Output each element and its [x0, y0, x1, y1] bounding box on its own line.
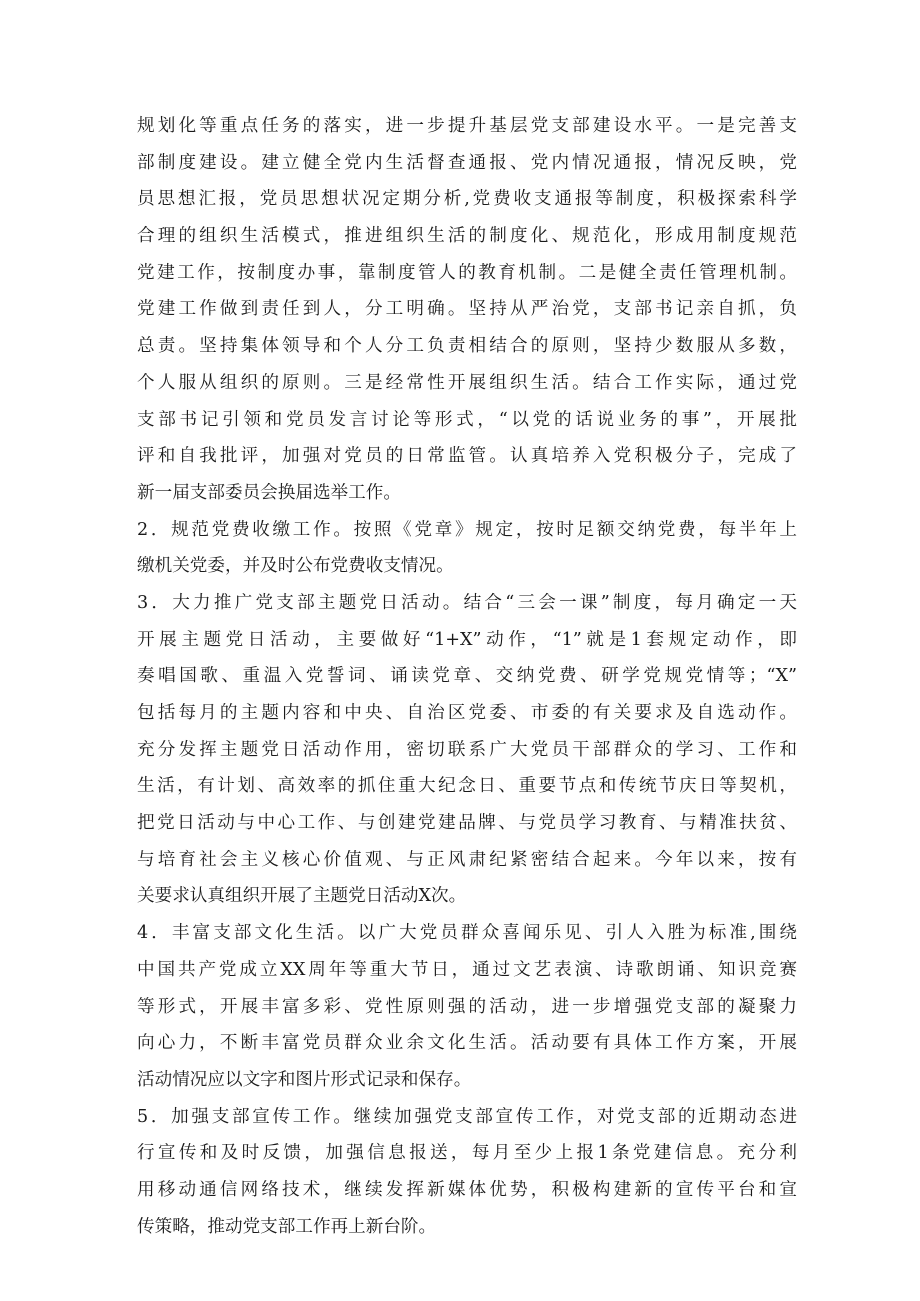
paragraph-end-line: 缴机关党委，并及时公布党费收支情况。: [137, 556, 454, 577]
list-item-3-heading: 3．大力推广党支部主题党日活动。结合“三会一课”制度，每月确定一天: [137, 592, 797, 613]
paragraph-end-line: 新一届支部委员会换届选举工作。: [137, 482, 401, 503]
text-line: 与培育社会主义核心价值观、与正风肃纪紧密结合起来。今年以来，按有: [137, 849, 797, 870]
text-line: 党建工作做到责任到人，分工明确。坚持从严治党，支部书记亲自抓，负: [137, 299, 797, 320]
text-line: 行宣传和及时反馈，加强信息报送，每月至少上报1条党建信息。充分利: [137, 1143, 797, 1164]
text-line: 中国共产党成立XX周年等重大节日，通过文艺表演、诗歌朗诵、知识竞赛: [137, 959, 797, 980]
text-line: 等形式，开展丰富多彩、党性原则强的活动，进一步增强党支部的凝聚力: [137, 996, 797, 1017]
text-line: 用移动通信网络技术，继续发挥新媒体优势，积极构建新的宣传平台和宣: [137, 1179, 797, 1200]
list-item-2-heading: 2．规范党费收缴工作。按照《党章》规定，按时足额交纳党费，每半年上: [137, 519, 797, 540]
text-line: 充分发挥主题党日活动作用，密切联系广大党员干部群众的学习、工作和: [137, 739, 797, 760]
text-line: 总责。坚持集体领导和个人分工负责相结合的原则，坚持少数服从多数，: [137, 336, 797, 357]
list-item-4-heading: 4．丰富支部文化生活。以广大党员群众喜闻乐见、引人入胜为标准,围绕: [137, 923, 797, 944]
text-line: 评和自我批评，加强对党员的日常监管。认真培养入党积极分子，完成了: [137, 446, 797, 467]
paragraph-end-line: 关要求认真组织开展了主题党日活动X次。: [137, 886, 467, 907]
text-line: 规划化等重点任务的落实，进一步提升基层党支部建设水平。一是完善支: [137, 116, 797, 136]
text-line: 把党日活动与中心工作、与创建党建品牌、与党员学习教育、与精准扶贫、: [137, 813, 797, 834]
text-line: 包括每月的主题内容和中央、自治区党委、市委的有关要求及自选动作。: [137, 703, 797, 723]
text-line: 部制度建设。建立健全党内生活督查通报、党内情况通报，情况反映，党: [137, 152, 797, 173]
document-body: [137, 108, 797, 1245]
text-line: 向心力，不断丰富党员群众业余文化生活。活动要有具体工作方案，开展: [137, 1033, 797, 1054]
text-line: 个人服从组织的原则。三是经常性开展组织生活。结合工作实际，通过党: [137, 372, 797, 393]
text-line: 党建工作，按制度办事，靠制度管人的教育机制。二是健全责任管理机制。: [137, 262, 797, 283]
text-line: 生活，有计划、高效率的抓住重大纪念日、重要节点和传统节庆日等契机，: [137, 776, 797, 797]
text-line: 合理的组织生活模式，推进组织生活的制度化、规范化，形成用制度规范: [137, 226, 797, 247]
paragraph-end-line: 活动情况应以文字和图片形式记录和保存。: [137, 1069, 472, 1090]
text-line: 支部书记引领和党员发言讨论等形式，“以党的话说业务的事”，开展批: [137, 409, 797, 430]
text-line: 开展主题党日活动，主要做好“1+X”动作，“1”就是1套规定动作，即: [137, 629, 797, 650]
paragraph-end-line: 传策略，推动党支部工作再上新台阶。: [137, 1216, 437, 1237]
text-line: 奏唱国歌、重温入党誓词、诵读党章、交纳党费、研学党规党情等；“X”: [137, 666, 797, 687]
list-item-5-heading: 5．加强支部宣传工作。继续加强党支部宣传工作，对党支部的近期动态进: [137, 1106, 797, 1127]
text-line: 员思想汇报，党员思想状况定期分析,党费收支通报等制度，积极探索科学: [137, 189, 797, 210]
